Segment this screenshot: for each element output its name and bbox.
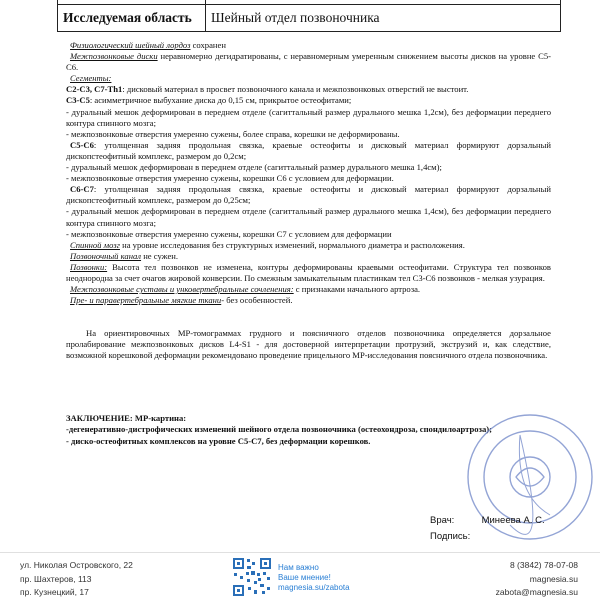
header-table — [57, 0, 561, 32]
segment-c3-dural: - дуральный мешок деформирован в переднем отделе (сагиттальный размер дурального мешка 1,2см), без деформации переднего контура спинного мозга; — [66, 106, 551, 128]
doctor-label: Врач: — [430, 515, 455, 526]
soft-tissue-term: Пре- и паравертебральные мягкие ткани — [70, 295, 222, 306]
canal-text: не сужен. — [141, 250, 179, 261]
doctor-name: Минеева А. С. — [481, 515, 545, 526]
additional-findings: На ориентировочных МР-томограммах грудного и поясничного отделов позвоночника определяется дорзальное пролабирование межпозвонковых дисков L4-S1 - для достоверной интерпретации протрузий, экструзий и, как следствие, возможной корешковой деформации рекомендовано проведение прицельного МР-исследования поясничного отдела позвоночника. — [66, 328, 551, 361]
qr-code-icon[interactable] — [232, 557, 272, 597]
promo-line-1: Нам важно — [278, 563, 319, 572]
email[interactable]: zabota@magnesia.su — [495, 587, 578, 597]
study-area-value: Шейный отдел позвоночника — [206, 5, 561, 32]
footer-contacts — [496, 559, 578, 600]
spinal-cord-text: на уровне исследования без структурных изменений, нормального диаметра и расположения. — [119, 239, 465, 250]
vertebrae-text: Высота тел позвонков не изменена, контуры деформированы краевыми остеофитами. Структура тел позвонков неоднородна за счет очагов жировой конверсии. По смежным замыкательным пластинкам тел С3-С6 позвонков - мелкая узурация. — [66, 261, 551, 283]
canal-term: Позвоночный канал — [70, 250, 142, 261]
segment-c6-foramina: - межпозвонковые отверстия умеренно сужены, корешки С7 с условием для деформации — [66, 228, 392, 239]
phone[interactable]: 8 (3842) 78-07-08 — [509, 560, 578, 570]
website[interactable]: magnesia.su — [529, 573, 578, 584]
lordosis-text: сохранен — [190, 40, 226, 50]
segment-c6-label: С6-С7 — [70, 184, 94, 195]
segment-c5-label: С5-С6 — [70, 139, 94, 150]
vertebrae-term: Позвонки: — [70, 261, 108, 272]
segment-c3-foramina: - межпозвонковые отверстия умеренно сужены, более справа, корешки не деформированы. — [66, 128, 400, 139]
segment-c6-text: : утолщенная задняя продольная связка, краевые остеофиты и дисковый материал формируют дорзальный дископстеофитный комплекс, размером до 0,25см; — [66, 184, 551, 206]
signature-block — [430, 513, 545, 545]
joints-term: Межпозвонковые суставы и унковертебральные сочленения: — [70, 284, 294, 295]
lordosis-term: Физиологический шейный лордоз — [70, 40, 191, 50]
discs-term: Межпозвонковые диски — [70, 51, 158, 62]
address-3: пр. Кузнецкий, 17 — [20, 587, 89, 597]
segment-c3-text: : асимметричное выбухание диска до 0,15 см, прикрытое остеофитами; — [89, 95, 352, 106]
segments-heading: Сегменты: — [70, 73, 112, 84]
footer-addresses — [20, 559, 133, 600]
segment-c5-text: : утолщенная задняя продольная связка, краевые остеофиты и дисковый материал формируют дорзальный дископстеофитный комплекс, размером до 0,2см; — [66, 139, 551, 161]
soft-tissue-text: - без особенностей. — [221, 295, 293, 306]
segment-c3-label: С3-С5 — [66, 95, 90, 106]
promo-link[interactable]: magnesia.su/zabota — [278, 583, 350, 592]
segment-c5-foramina: - межпозвонковые отверстия умеренно сужены, корешки С6 с условием для деформации. — [66, 173, 394, 184]
footer — [0, 552, 600, 601]
feedback-promo[interactable] — [278, 563, 350, 593]
study-area-label: Исследуемая область — [58, 5, 206, 32]
signature-label: Подпись: — [430, 531, 471, 542]
segment-c6-dural: - дуральный мешок деформирован в переднем отделе (сагиттальный размер дурального мешка 1,4см), без деформации переднего контура спинного мозга; — [66, 206, 551, 228]
spinal-cord-term: Спинной мозг — [70, 239, 120, 250]
conclusion-item-2: - диско-остеофитных комплексов на уровне С5-С7, без деформации корешков. — [66, 435, 371, 446]
joints-text: с признаками начального артроза. — [293, 284, 421, 295]
segment-c5-dural: - дуральный мешок деформирован в переднем отделе (сагиттальный размер дурального мешка 1,4см); — [66, 162, 442, 173]
segment-c2-label: С2-С3, С7-Th1 — [66, 84, 123, 95]
conclusion-title: ЗАКЛЮЧЕНИЕ: МР-картина: — [66, 413, 187, 423]
segment-c2-text: : дисковый материал в просвет позвоночного канала и межпозвонковых отверстий не выстоит. — [122, 84, 469, 95]
discs-text: неравномерно дегидратированы, с неравномерным умеренным снижением высоты дисков на уровне С5-С6. — [66, 51, 551, 73]
address-1: ул. Николая Островского, 22 — [20, 560, 133, 570]
promo-line-2: Ваше мнение! — [278, 573, 331, 582]
address-2: пр. Шахтеров, 113 — [20, 573, 92, 584]
report-body — [66, 40, 551, 362]
conclusion-item-1: -дегенеративно-дистрофических изменений шейного отдела позвоночника (остеохондроза, спондилоартроза); — [66, 424, 493, 435]
